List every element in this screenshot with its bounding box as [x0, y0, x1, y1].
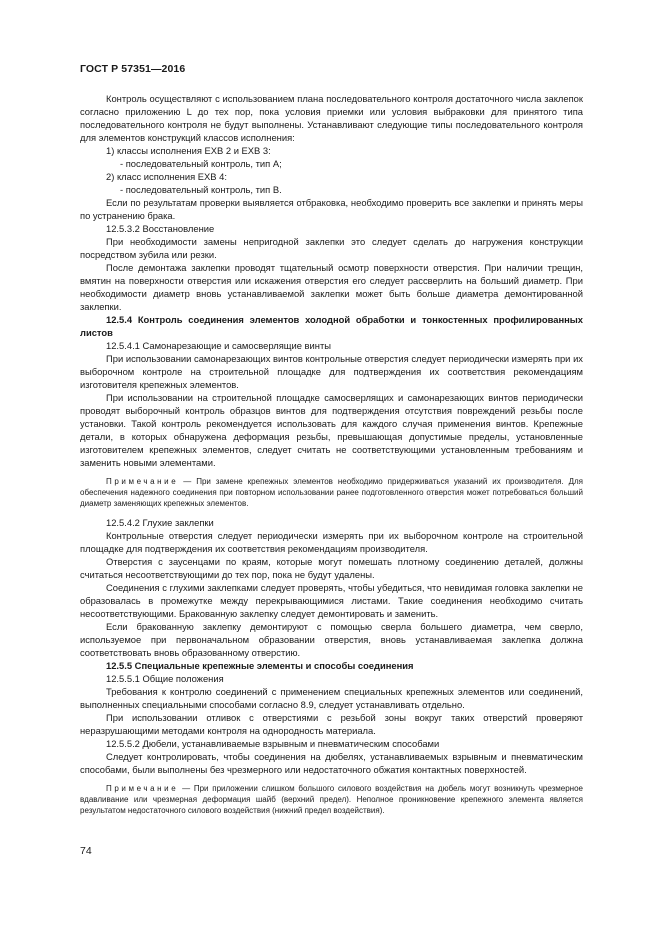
subsection-heading: 12.5.4.1 Самонарезающие и самосверлящие винты [106, 340, 331, 351]
list-item: 2) класс исполнения ЕХВ 4: [106, 171, 227, 182]
note-text: — При замене крепежных элементов необходимо придерживаться указаний их производителя. Для обеспечения надежного соединения при повторном использовании ранее подготовленного отверстия может потребоваться больший диаметр заменяющих крепежных элементов. [80, 477, 583, 508]
paragraph: Следует контролировать, чтобы соединения на дюбелях, устанавливаемых взрывным и пневматическим способами, были выполнены без чрезмерного или недостаточного обжатия контактных поверхностей. [80, 751, 583, 775]
note-label: Примечание [106, 477, 179, 486]
paragraph: При использовании отливок с отверстиями с резьбой зоны вокруг таких отверстий проверяют неразрушающими методами контроля на однородность материала. [80, 712, 583, 736]
paragraph: Соединения с глухими заклепками следует проверять, чтобы убедиться, что невидимая головка заклепки не образовалась в промежутке между перекрывающимися листами. Такие соединения необходимо считать несоответствующими. Бракованную заклепку следует демонтировать и заменить. [80, 582, 583, 619]
note-label: Примечание [106, 784, 179, 793]
paragraph: Отверстия с заусенцами по краям, которые могут помешать плотному соединению деталей, должны считаться несоответствующими до тех пор, пока не будут удалены. [80, 556, 583, 580]
note [80, 476, 583, 509]
subsection-heading: 12.5.5.2 Дюбели, устанавливаемые взрывным и пневматическим способами [106, 738, 440, 749]
list-subitem: - последовательный контроль, тип А; [120, 158, 282, 169]
paragraph: После демонтажа заклепки проводят тщательный осмотр поверхности отверстия. При наличии трещин, вмятин на поверхности отверстия или искажения отверстия его следует рассверлить на больший диаметр. При необходимости диаметр вновь устанавливаемой заклепки может быть больше диаметра демонтированной заклепки. [80, 262, 583, 312]
subsection-heading: 12.5.3.2 Восстановление [106, 223, 215, 234]
paragraph: Если бракованную заклепку демонтируют с помощью сверла большего диаметра, чем сверло, используемое при первоначальном образовании отверстия, вновь устанавливаемая заклепка должна соответствовать вновь образованному отверстию. [80, 621, 583, 658]
document-body [80, 92, 583, 816]
page-number: 74 [80, 845, 92, 857]
list-subitem: - последовательный контроль, тип В. [120, 184, 282, 195]
section-heading: 12.5.4 Контроль соединения элементов холодной обработки и тонкостенных профилированных листов [80, 314, 583, 338]
paragraph: Требования к контролю соединений с применением специальных крепежных элементов или соединений, выполненных специальными способами согласно 8.9, следует устанавливать отдельно. [80, 686, 583, 710]
subsection-heading: 12.5.5.1 Общие положения [106, 673, 224, 684]
section-heading: 12.5.5 Специальные крепежные элементы и способы соединения [106, 660, 414, 671]
paragraph: При необходимости замены непригодной заклепки это следует сделать до нагружения конструкции посредством зубила или резки. [80, 236, 583, 260]
subsection-heading: 12.5.4.2 Глухие заклепки [106, 517, 214, 528]
document-header: ГОСТ Р 57351—2016 [80, 63, 186, 75]
note-text: — При приложении слишком большого силового воздействия на дюбель могут возникнуть чрезмерное вдавливание или чрезмерная деформация шайб (верхний предел). Неполное проникновение крепежного элемента является результатом недостаточного силового воздействия (нижний предел воздействия). [80, 784, 583, 815]
note [80, 783, 583, 816]
paragraph: Контрольные отверстия следует периодически измерять при их выборочном контроле на строительной площадке для подтверждения их соответствия рекомендациям производителя. [80, 530, 583, 554]
list-item: 1) классы исполнения ЕХВ 2 и ЕХВ 3: [106, 145, 271, 156]
paragraph: Если по результатам проверки выявляется отбраковка, необходимо проверить все заклепки и принять меры по устранению брака. [80, 197, 583, 221]
paragraph: При использовании самонарезающих винтов контрольные отверстия следует периодически измерять при их выборочном контроле на строительной площадке для подтверждения их соответствия рекомендациям изготовителя крепежных элементов. [80, 353, 583, 390]
paragraph: При использовании на строительной площадке самосверлящих и самонарезающих винтов периодически проводят выборочный контроль образцов винтов для подтверждения отсутствия повреждений резьбы после установки. Такой контроль рекомендуется использовать для каждого случая применения винтов. Крепежные детали, в которых обнаружена деформация резьбы, превышающая допустимые пределы, установленные изготовителем крепежных элементов, следует считать не соответствующими установленным требованиям и заменить новыми элементами. [80, 392, 583, 468]
paragraph: Контроль осуществляют с использованием плана последовательного контроля достаточного числа заклепок согласно приложению L до тех пор, пока условия приемки или условия выбраковки для принятого типа последовательного контроля не будут выполнены. Устанавливают следующие типы последовательного контроля для элементов конструкций классов исполнения: [80, 93, 583, 143]
